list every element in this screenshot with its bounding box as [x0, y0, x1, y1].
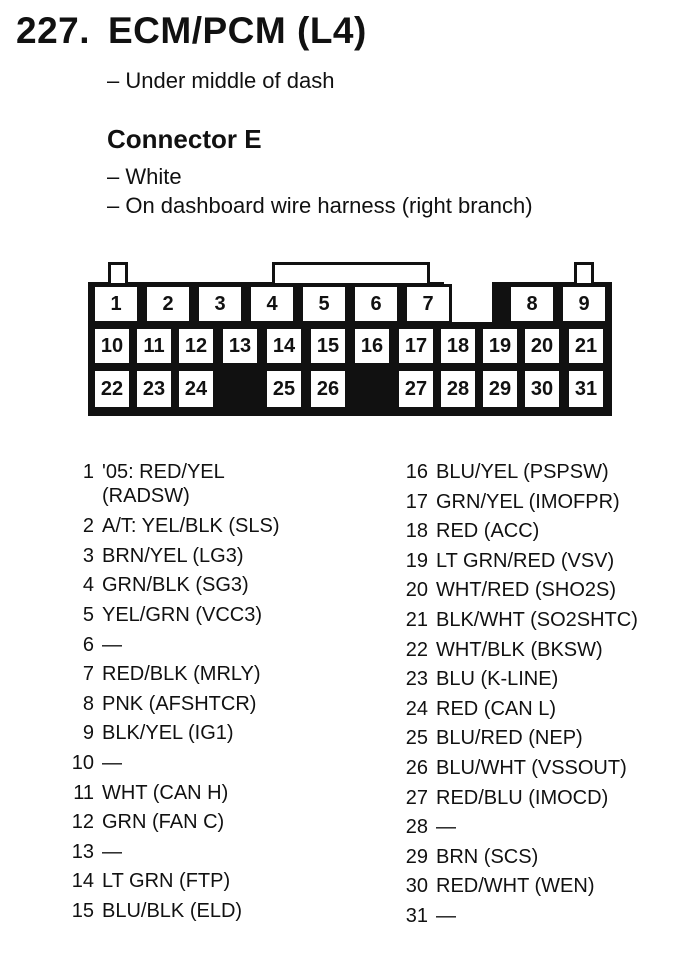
pin-number: 21	[405, 609, 428, 631]
pin-entry	[394, 697, 556, 721]
pin-entry	[64, 721, 234, 745]
pin-entry	[394, 519, 539, 543]
pin-entry	[64, 840, 122, 864]
connector-pin-21: 21	[566, 326, 606, 366]
pin-wire-description: BLU/WHT (VSSOUT)	[436, 757, 627, 779]
connector-pin-13: 13	[220, 326, 260, 366]
pin-number: 31	[405, 905, 428, 927]
pin-number: 18	[405, 520, 428, 543]
pin-wire-description: LT GRN (FTP)	[102, 870, 231, 893]
pin-entry	[64, 810, 224, 834]
connector-pin-9: 9	[560, 284, 608, 324]
pin-wire-description: GRN/YEL (IMOFPR)	[436, 490, 620, 513]
connector-pin-17: 17	[396, 326, 436, 366]
pin-wire-description: GRN (FAN C)	[102, 811, 225, 834]
pin-number: 23	[405, 668, 428, 691]
pin-wire-description: BLU/RED (NEP)	[436, 727, 583, 750]
pin-entry	[64, 460, 225, 508]
pin-number: 6	[82, 633, 94, 656]
pin-wire-description: —	[102, 752, 122, 774]
pin-wire-description: RED/WHT (WEN)	[436, 875, 595, 898]
pin-number: 9	[82, 722, 94, 745]
pin-wire-description: YEL/GRN (VCC3)	[102, 604, 263, 626]
pin-wire-description: BRN/YEL (LG3)	[102, 544, 244, 567]
pin-entry	[64, 662, 261, 686]
connector-harness: – On dashboard wire harness (right branch)	[107, 193, 533, 218]
connector-pin-31: 31	[566, 368, 606, 410]
pin-number: 5	[82, 604, 94, 626]
connector-color: – White	[107, 164, 182, 189]
page-title	[16, 10, 367, 52]
pin-entry	[64, 573, 249, 597]
connector-pin-15: 15	[308, 326, 348, 366]
pin-entry	[394, 786, 608, 810]
pin-wire-description: WHT/RED (SHO2S)	[436, 579, 616, 602]
connector-pin-7: 7	[404, 284, 452, 324]
pin-number: 20	[405, 579, 428, 602]
pin-number: 28	[405, 816, 428, 839]
pin-entry	[394, 815, 456, 839]
pin-number: 26	[405, 757, 428, 779]
pin-entry	[64, 899, 242, 923]
connector-pin-25: 25	[264, 368, 304, 410]
pin-number: 14	[71, 870, 94, 893]
pin-entry	[64, 544, 244, 568]
connector-latch	[272, 262, 430, 286]
connector-pin-18: 18	[438, 326, 478, 366]
pin-wire-description: PNK (AFSHTCR)	[102, 692, 257, 715]
pin-entry	[394, 549, 614, 573]
pin-entry	[394, 638, 603, 662]
pin-entry	[394, 904, 456, 928]
connector-pin-23: 23	[134, 368, 174, 410]
connector-pin-6: 6	[352, 284, 400, 324]
pin-number: 8	[82, 692, 94, 715]
pin-wire-description: GRN/BLK (SG3)	[102, 574, 249, 597]
connector-pin-29: 29	[480, 368, 520, 410]
connector-pin-4: 4	[248, 284, 296, 324]
component-title: ECM/PCM (L4)	[108, 10, 367, 51]
pin-entry	[394, 667, 558, 691]
pin-number: 10	[71, 752, 94, 774]
pin-entry	[64, 781, 228, 805]
connector-pin-24: 24	[176, 368, 216, 410]
connector-pin-26: 26	[308, 368, 348, 410]
connector-pin-19: 19	[480, 326, 520, 366]
pin-number: 3	[82, 544, 94, 567]
pin-number: 29	[405, 845, 428, 868]
pin-wire-description: A/T: YEL/BLK (SLS)	[102, 515, 280, 538]
pin-entry	[64, 603, 262, 627]
pin-wire-description: BLK/WHT (SO2SHTC)	[436, 609, 638, 631]
section-number: 227.	[16, 10, 91, 51]
connector-pin-28: 28	[438, 368, 478, 410]
pin-number: 12	[71, 811, 94, 834]
pin-entry	[394, 490, 620, 514]
pin-entry	[64, 633, 122, 657]
pin-wire-description: BRN (SCS)	[436, 845, 539, 868]
connector-pin-14: 14	[264, 326, 304, 366]
connector-pin-30: 30	[522, 368, 562, 410]
pin-entry	[394, 460, 609, 484]
pin-number: 16	[405, 461, 428, 483]
pin-wire-description: RED/BLU (IMOCD)	[436, 786, 609, 809]
pin-number: 7	[82, 663, 94, 686]
pin-entry	[394, 845, 538, 869]
connector-pin-3: 3	[196, 284, 244, 324]
pin-wire-description: RED (CAN L)	[436, 697, 557, 720]
pin-number: 25	[405, 727, 428, 750]
pin-wire-description: RED/BLK (MRLY)	[102, 663, 261, 686]
pin-wire-description: LT GRN/RED (VSV)	[436, 549, 615, 572]
pin-wire-description: BLK/YEL (IG1)	[102, 722, 234, 745]
connector-name: Connector E	[107, 124, 262, 154]
connector-pin-10: 10	[92, 326, 132, 366]
pin-number: 4	[82, 574, 94, 597]
connector-pin-22: 22	[92, 368, 132, 410]
component-location: – Under middle of dash	[107, 68, 335, 93]
connector-pin-20: 20	[522, 326, 562, 366]
pin-number: 27	[405, 786, 428, 809]
pin-number: 22	[405, 638, 428, 661]
pin-entry	[64, 692, 256, 716]
connector-pin-12: 12	[176, 326, 216, 366]
pin-entry	[64, 514, 280, 538]
pin-entry	[394, 726, 583, 750]
pin-number: 30	[405, 875, 428, 898]
pin-number: 24	[405, 697, 428, 720]
pin-entry	[394, 608, 638, 632]
pin-entry	[64, 869, 230, 893]
pin-wire-description: WHT/BLK (BKSW)	[436, 638, 603, 661]
pin-wire-description: —	[436, 816, 456, 839]
pin-entry	[394, 756, 627, 780]
pin-number: 13	[71, 840, 94, 863]
pin-wire-description: WHT (CAN H)	[102, 781, 229, 804]
pin-number: 1	[82, 461, 94, 483]
pin-number: 2	[82, 515, 94, 538]
connector-pin-16: 16	[352, 326, 392, 366]
pin-wire-description: —	[102, 840, 122, 863]
connector-tab-right	[574, 262, 594, 286]
pin-wire-description: '05: RED/YEL (RADSW)	[102, 461, 225, 507]
pin-number: 17	[405, 490, 428, 513]
pin-number: 15	[71, 900, 94, 922]
pin-entry	[394, 578, 616, 602]
pin-wire-description: RED (ACC)	[436, 520, 540, 543]
pin-entry	[64, 751, 122, 775]
connector-pin-27: 27	[396, 368, 436, 410]
connector-pin-5: 5	[300, 284, 348, 324]
pin-wire-description: BLU (K-LINE)	[436, 668, 559, 691]
pin-entry	[394, 874, 595, 898]
connector-pin-8: 8	[508, 284, 556, 324]
pin-wire-description: BLU/YEL (PSPSW)	[436, 461, 609, 483]
connector-tab-left	[108, 262, 128, 286]
pin-number: 11	[73, 781, 94, 804]
pin-wire-description: —	[436, 905, 456, 927]
pin-number: 19	[405, 549, 428, 572]
connector-pin-1: 1	[92, 284, 140, 324]
pin-wire-description: —	[102, 633, 122, 656]
connector-pin-2: 2	[144, 284, 192, 324]
connector-pin-11: 11	[134, 326, 174, 366]
pin-wire-description: BLU/BLK (ELD)	[102, 900, 243, 922]
connector-diagram	[88, 262, 612, 422]
